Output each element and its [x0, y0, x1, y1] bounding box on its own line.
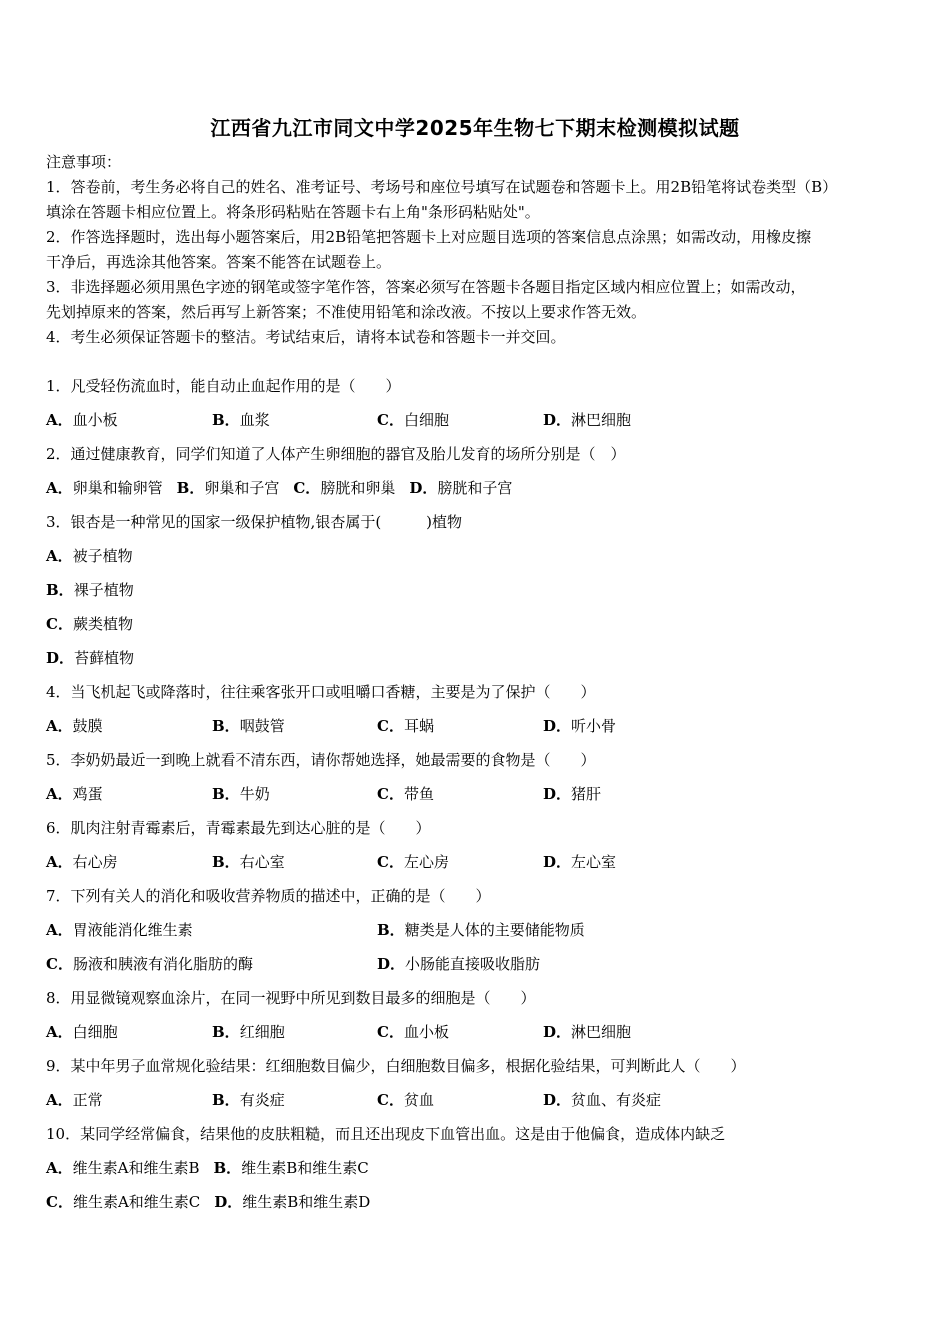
option	[377, 712, 434, 740]
option-text: 苔藓植物	[74, 649, 135, 667]
notes-line: 填涂在答题卡相应位置上。将条形码粘贴在答题卡右上角"条形码粘贴处"。	[46, 203, 540, 221]
option-label: B．	[212, 853, 240, 871]
option	[46, 644, 906, 678]
option-label: C．	[293, 479, 321, 497]
question-stem: 7．下列有关人的消化和吸收营养物质的描述中，正确的是（ ）	[46, 887, 491, 905]
option-label: A．	[46, 1023, 73, 1041]
option-label: A．	[46, 411, 73, 429]
option	[46, 1086, 103, 1114]
option-row	[46, 1086, 906, 1120]
option	[46, 542, 906, 576]
option-text: 左心室	[571, 853, 617, 871]
option	[46, 610, 906, 644]
option-label: A．	[46, 785, 73, 803]
option-label: B．	[212, 717, 240, 735]
option-label: B．	[212, 785, 240, 803]
questions-section	[46, 372, 906, 1222]
option-text: 右心房	[72, 853, 118, 871]
option-text: 咽鼓管	[239, 717, 285, 735]
option	[214, 1193, 370, 1211]
option-text: 裸子植物	[73, 581, 134, 599]
option	[46, 479, 163, 497]
option-text: 有炎症	[239, 1091, 285, 1109]
option-label: A．	[46, 717, 73, 735]
option-label: A．	[46, 853, 73, 871]
option	[212, 712, 285, 740]
option-label: B．	[212, 411, 240, 429]
option	[377, 1018, 449, 1046]
option-label: C．	[377, 717, 404, 735]
option-text: 维生素B和维生素C	[241, 1159, 369, 1177]
option-label: A．	[46, 921, 73, 939]
option	[212, 780, 270, 808]
question-stem: 8．用显微镜观察血涂片，在同一视野中所见到数目最多的细胞是（ ）	[46, 989, 536, 1007]
option-text: 听小骨	[571, 717, 617, 735]
option-text: 淋巴细胞	[571, 411, 632, 429]
option	[543, 1086, 661, 1114]
option-text: 白细胞	[72, 1023, 118, 1041]
option-text: 维生素A和维生素B	[72, 1159, 200, 1177]
option	[543, 406, 631, 434]
question-stem: 5．李奶奶最近一到晚上就看不清东西，请你帮她选择，她最需要的食物是（ ）	[46, 751, 596, 769]
option	[212, 848, 285, 876]
option-label: D．	[409, 479, 438, 497]
notes-line: 3．非选择题必须用黑色字迹的钢笔或签字笔作答，答案必须写在答题卡各题目指定区域内相应位置上；如需改动，	[46, 278, 806, 296]
option-label: D．	[543, 1023, 572, 1041]
option	[377, 950, 540, 978]
option-text: 糖类是人体的主要储能物质	[404, 921, 585, 939]
option-text: 鸡蛋	[72, 785, 103, 803]
question-stem: 1．凡受轻伤流血时，能自动止血起作用的是（ ）	[46, 377, 401, 395]
notes-heading: 注意事项：	[46, 153, 122, 171]
option-label: B．	[46, 581, 74, 599]
option-label: C．	[377, 411, 404, 429]
option-text: 膀胱和子宫	[437, 479, 513, 497]
option-label: D．	[377, 955, 406, 973]
option-label: C．	[377, 785, 404, 803]
option	[46, 576, 906, 610]
option-label: C．	[377, 853, 404, 871]
notes-line: 2．作答选择题时，选出每小题答案后，用2B铅笔把答题卡上对应题目选项的答案信息点涂黑；如需改动，用橡皮擦	[46, 228, 812, 246]
option-label: D．	[543, 1091, 572, 1109]
option	[409, 479, 512, 497]
option	[377, 406, 449, 434]
option-row	[46, 1154, 906, 1188]
option-text: 贫血、有炎症	[571, 1091, 662, 1109]
option-row	[46, 712, 906, 746]
option-text: 左心房	[403, 853, 449, 871]
option	[46, 1018, 118, 1046]
page-title: 江西省九江市同文中学2025年生物七下期末检测模拟试题	[210, 116, 740, 140]
option-label: D．	[214, 1193, 243, 1211]
option-text: 维生素A和维生素C	[72, 1193, 201, 1211]
option-text: 白细胞	[403, 411, 449, 429]
option-text: 牛奶	[239, 785, 270, 803]
option	[377, 916, 585, 944]
option-label: D．	[543, 717, 572, 735]
option-text: 小肠能直接吸收脂肪	[405, 955, 541, 973]
option-label: C．	[46, 955, 73, 973]
option-label: C．	[377, 1091, 404, 1109]
question-stem: 9．某中年男子血常规化验结果：红细胞数目偏少，白细胞数目偏多，根据化验结果，可判断此人（ ）	[46, 1057, 746, 1075]
option-label: B．	[212, 1091, 240, 1109]
option-label: B．	[377, 921, 405, 939]
option-label: A．	[46, 479, 73, 497]
option-label: D．	[543, 853, 572, 871]
option-label: D．	[543, 785, 572, 803]
option-text: 肠液和胰液有消化脂肪的酶	[72, 955, 253, 973]
option-row	[46, 1188, 906, 1222]
option-row	[46, 950, 906, 984]
option	[177, 479, 280, 497]
option	[377, 780, 434, 808]
option-label: B．	[212, 1023, 240, 1041]
notes-line: 干净后，再选涂其他答案。答案不能答在试题卷上。	[46, 253, 392, 271]
option-row	[46, 406, 906, 440]
option-text: 蕨类植物	[72, 615, 133, 633]
option	[543, 712, 616, 740]
option	[46, 848, 118, 876]
option-row	[46, 848, 906, 882]
option-label: C．	[377, 1023, 404, 1041]
notes-line: 先划掉原来的答案，然后再写上新答案；不准使用铅笔和涂改液。不按以上要求作答无效。	[46, 303, 647, 321]
option	[212, 406, 270, 434]
option	[46, 1159, 200, 1177]
question-stem: 10．某同学经常偏食，结果他的皮肤粗糙，而且还出现皮下血管出血。这是由于他偏食，造成体内缺乏	[46, 1125, 726, 1143]
notes-line: 1．答卷前，考生务必将自己的姓名、准考证号、考场号和座位号填写在试题卷和答题卡上。用2B铅笔将试卷类型（B）	[46, 178, 838, 196]
option	[543, 1018, 631, 1046]
option-text: 血小板	[72, 411, 118, 429]
option-text: 耳蜗	[403, 717, 434, 735]
option-row	[46, 916, 906, 950]
notes-line: 4．考生必须保证答题卡的整洁。考试结束后，请将本试卷和答题卡一并交回。	[46, 328, 566, 346]
option-label: B．	[176, 479, 205, 497]
option-text: 猪肝	[571, 785, 602, 803]
option-text: 卵巢和子宫	[204, 479, 280, 497]
option-text: 正常	[72, 1091, 103, 1109]
option-row	[46, 780, 906, 814]
option	[377, 848, 449, 876]
option	[214, 1159, 369, 1177]
option	[46, 950, 253, 978]
option-text: 血浆	[239, 411, 270, 429]
option	[46, 712, 103, 740]
option-text: 胃液能消化维生素	[72, 921, 193, 939]
option-label: C．	[46, 1193, 73, 1211]
option-text: 维生素B和维生素D	[242, 1193, 371, 1211]
option-text: 血小板	[403, 1023, 449, 1041]
option-row	[46, 1018, 906, 1052]
option-label: A．	[46, 1159, 73, 1177]
option	[212, 1018, 285, 1046]
option-label: B．	[213, 1159, 242, 1177]
option-text: 带鱼	[403, 785, 434, 803]
option	[46, 406, 118, 434]
question-stem: 2．通过健康教育，同学们知道了人体产生卵细胞的器官及胎儿发育的场所分别是（ ）	[46, 445, 626, 463]
option-text: 鼓膜	[72, 717, 103, 735]
notes-section	[46, 150, 906, 350]
question-stem: 6．肌肉注射青霉素后，青霉素最先到达心脏的是（ ）	[46, 819, 431, 837]
option-label: A．	[46, 1091, 73, 1109]
option-row	[46, 474, 906, 508]
question-stem: 3．银杏是一种常见的国家一级保护植物,银杏属于( )植物	[46, 513, 463, 531]
question-stem: 4．当飞机起飞或降落时，往往乘客张开口或咀嚼口香糖，主要是为了保护（ ）	[46, 683, 596, 701]
option-label: D．	[46, 649, 75, 667]
option-text: 被子植物	[72, 547, 133, 565]
option-text: 贫血	[403, 1091, 434, 1109]
option-label: D．	[543, 411, 572, 429]
option	[543, 848, 616, 876]
option	[293, 479, 395, 497]
option-label: A．	[46, 547, 73, 565]
option	[46, 780, 103, 808]
option	[46, 916, 193, 944]
option	[543, 780, 601, 808]
option	[46, 1193, 200, 1211]
option-text: 淋巴细胞	[571, 1023, 632, 1041]
option	[212, 1086, 285, 1114]
option-text: 红细胞	[239, 1023, 285, 1041]
option-text: 膀胱和卵巢	[320, 479, 396, 497]
option-text: 右心室	[239, 853, 285, 871]
option-label: C．	[46, 615, 73, 633]
option	[377, 1086, 434, 1114]
option-text: 卵巢和输卵管	[72, 479, 163, 497]
